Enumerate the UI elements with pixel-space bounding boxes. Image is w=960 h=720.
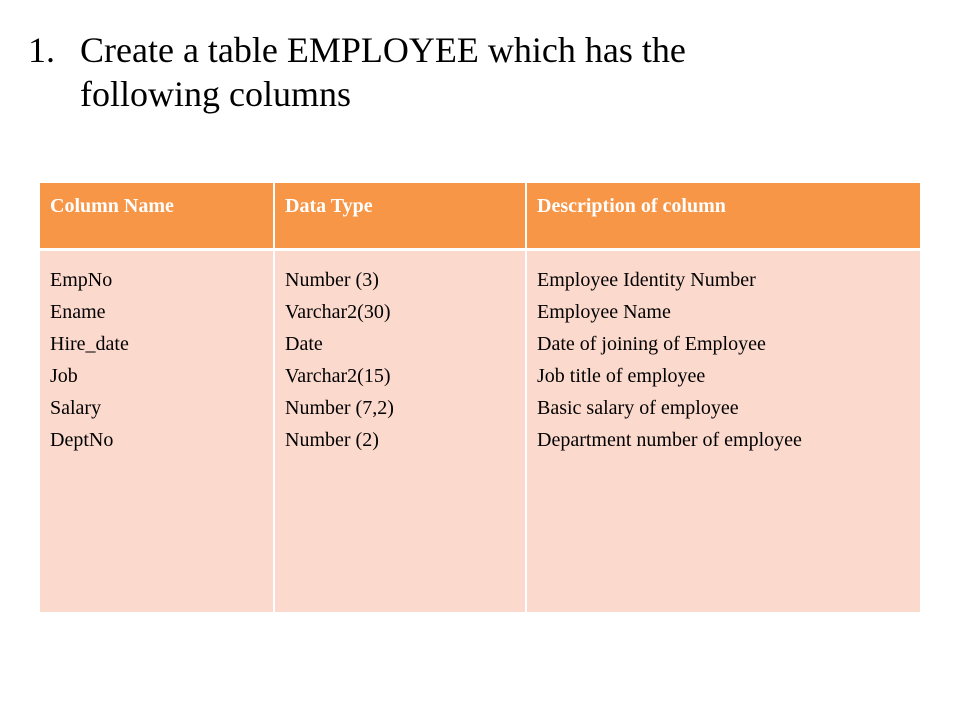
data-type: Number (2) <box>285 428 379 451</box>
title-line-1: Create a table EMPLOYEE which has the <box>80 30 686 70</box>
column-name: Salary <box>50 396 102 419</box>
column-name: EmpNo <box>50 268 113 291</box>
data-types-cell <box>274 249 526 612</box>
column-description: Employee Name <box>537 300 671 323</box>
column-name: Ename <box>50 300 106 323</box>
column-description: Date of joining of Employee <box>537 332 766 355</box>
table-row <box>40 249 920 612</box>
table-header-row <box>40 183 920 249</box>
data-type: Varchar2(15) <box>285 364 391 387</box>
title-number: 1. <box>28 30 55 70</box>
column-names-cell <box>40 249 274 612</box>
header-data-type: Data Type <box>274 183 526 249</box>
column-description: Employee Identity Number <box>537 268 756 291</box>
descriptions-cell <box>526 249 920 612</box>
column-description: Basic salary of employee <box>537 396 739 419</box>
employee-columns-table <box>40 183 920 612</box>
column-description: Job title of employee <box>537 364 706 387</box>
column-name: Job <box>50 364 78 387</box>
column-name: DeptNo <box>50 428 114 451</box>
column-description: Department number of employee <box>537 428 802 451</box>
title-line-2: following columns <box>80 74 351 114</box>
data-type: Number (7,2) <box>285 396 394 419</box>
data-type: Number (3) <box>285 268 379 291</box>
data-type: Varchar2(30) <box>285 300 391 323</box>
header-description: Description of column <box>526 183 920 249</box>
slide-title <box>28 28 928 116</box>
data-type: Date <box>285 332 323 355</box>
header-column-name: Column Name <box>40 183 274 249</box>
column-name: Hire_date <box>50 332 129 355</box>
